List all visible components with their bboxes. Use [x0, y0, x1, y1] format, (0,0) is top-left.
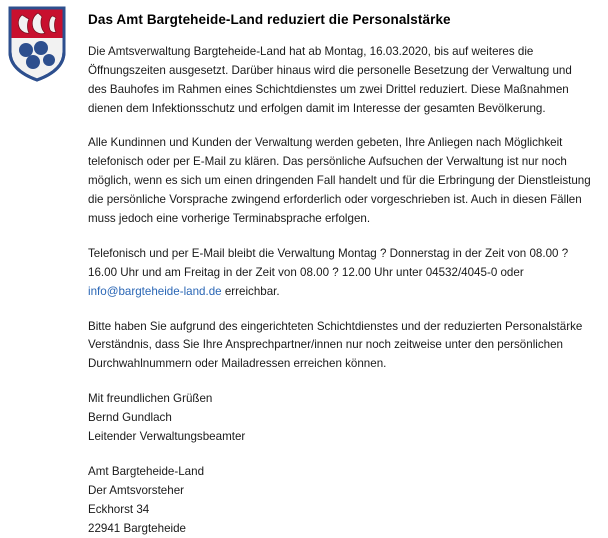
address-line: Eckhorst 34	[88, 502, 150, 516]
contact-text-before: Telefonisch und per E-Mail bleibt die Verwaltung Montag ? Donnerstag in der Zeit von 08.00 ? 16.00 Uhr und am Freitag in der Zeit von 08.00 ? 12.00 Uhr unter 04532/4045-0 oder	[88, 246, 569, 279]
signature-block	[88, 390, 592, 447]
signature-line: Mit freundlichen Grüßen	[88, 392, 213, 406]
signature-line: Leitender Verwaltungsbeamter	[88, 430, 246, 444]
email-link[interactable]: info@bargteheide-land.de	[88, 284, 222, 298]
paragraph-intro: Die Amtsverwaltung Bargteheide-Land hat ab Montag, 16.03.2020, bis auf weiteres die Öffnungszeiten ausgesetzt. Darüber hinaus wird die personelle Besetzung der Verwaltung und des Bauhofes im Rahmen eines Schichtdienstes um zwei Drittel reduziert. Diese Maßnahmen dienen dem Infektionsschutz und erfolgen damit im Interesse der gesamten Bevölkerung.	[88, 44, 572, 115]
paragraph-customer-guidance: Alle Kundinnen und Kunden der Verwaltung werden gebeten, Ihre Anliegen nach Möglichkeit telefonisch oder per E-Mail zu klären. Das persönliche Aufsuchen der Verwaltung ist nur noch möglich, wenn es sich um einen dringenden Fall handelt und für die Erbringung der Dienstleistung die persönliche Vorsprache zwingend erforderlich oder vorgeschrieben ist. Auch in diesen Fällen muss jedoch eine vorherige Terminabsprache erfolgen.	[88, 136, 591, 225]
contact-text-after: erreichbar.	[221, 284, 280, 298]
address-line: Der Amtsvorsteher	[88, 483, 184, 497]
page-title: Das Amt Bargteheide-Land reduziert die Personalstärke	[88, 12, 451, 27]
document-content	[88, 12, 598, 538]
coat-of-arms-icon	[8, 6, 66, 82]
address-line: 22941 Bargteheide	[88, 521, 186, 535]
address-line: Amt Bargteheide-Land	[88, 464, 205, 478]
signature-line: Bernd Gundlach	[88, 411, 172, 425]
paragraph-contact-hours	[88, 245, 592, 302]
paragraph-closing-note: Bitte haben Sie aufgrund des eingerichteten Schichtdienstes und der reduzierten Personalstärke Verständnis, dass Sie Ihre Ansprechpartner/innen nur noch zeitweise unter den persönlichen Durchwahlnummern oder Mailadressen erreichen können.	[88, 319, 583, 371]
address-block	[88, 463, 592, 538]
